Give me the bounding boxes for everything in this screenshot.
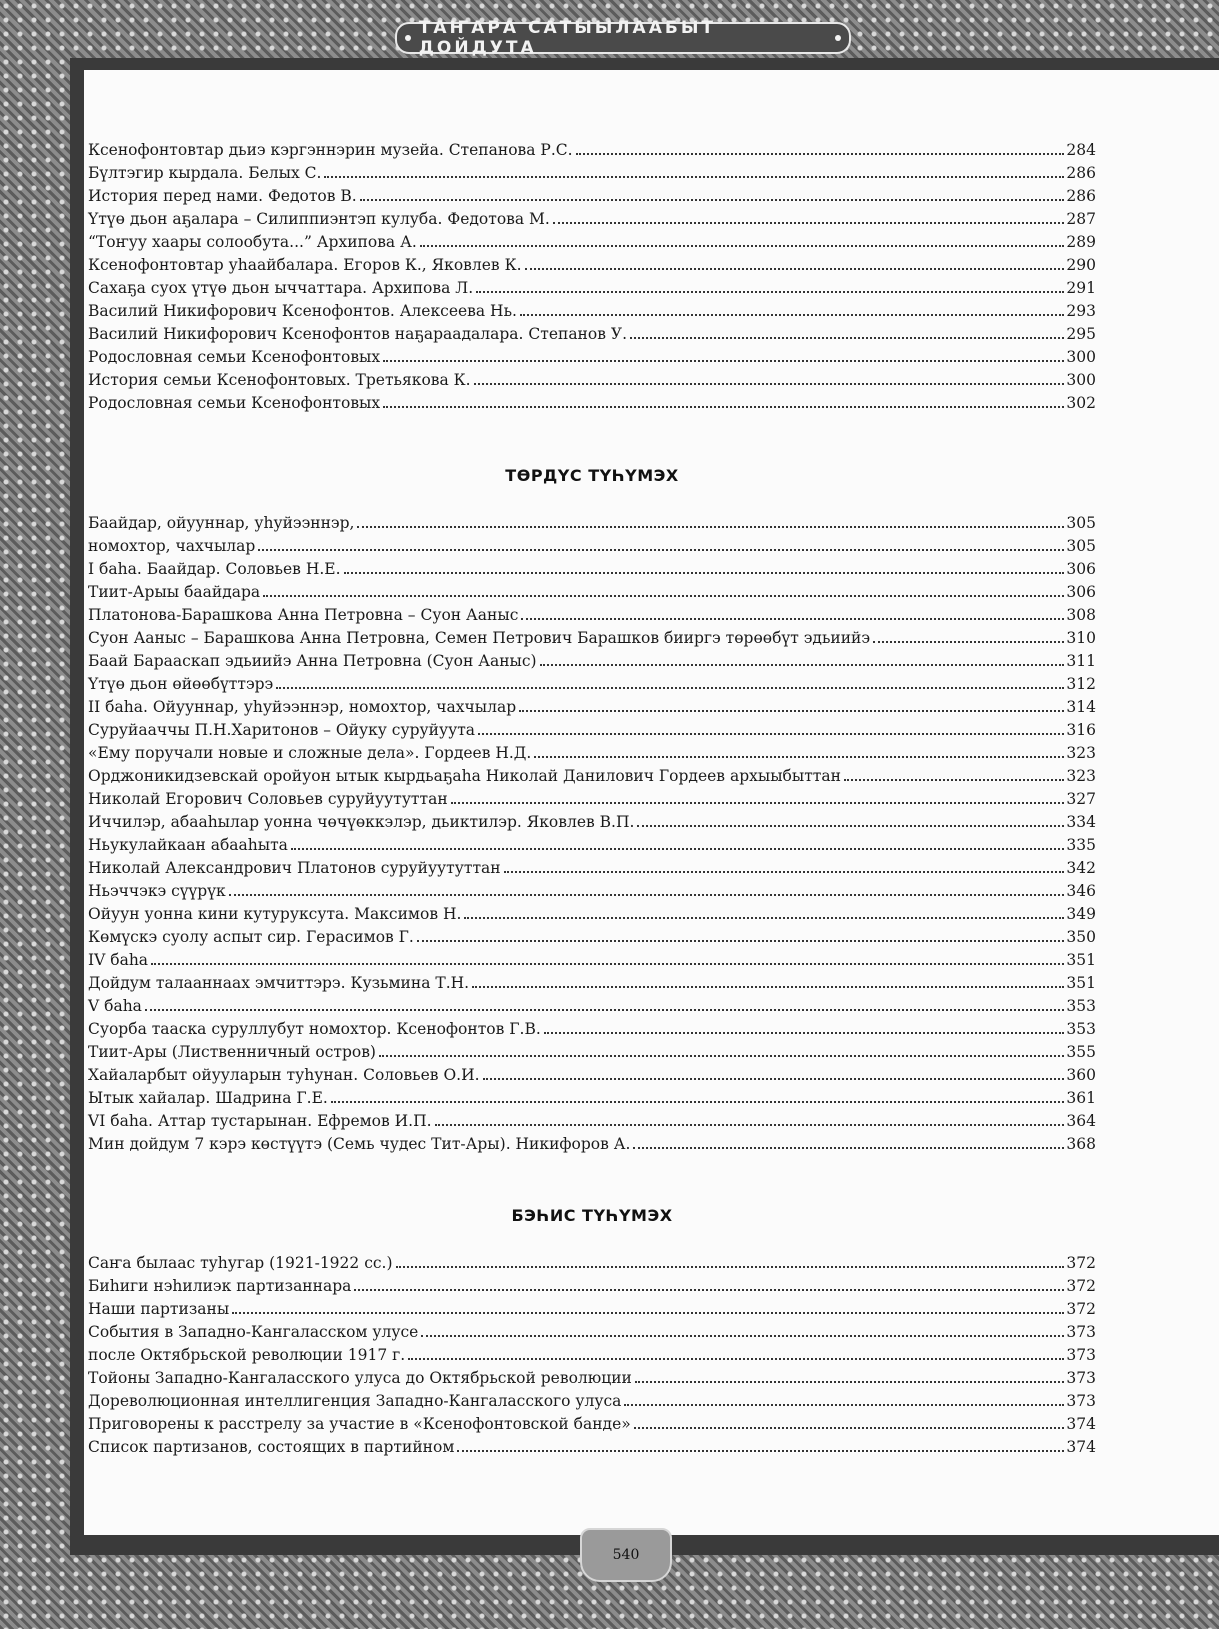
toc-entry	[88, 1413, 1096, 1436]
toc-entry-title: Ытык хайалар. Шадрина Г.Е.	[88, 1089, 328, 1107]
toc-entry-page: 300	[1066, 348, 1096, 366]
dot-leader	[396, 1266, 1065, 1268]
toc-entry-title: Баай Бараaскап эдьиийэ Анна Петровна (Суон Ааныс)	[88, 652, 537, 670]
dot-leader	[630, 337, 1064, 339]
toc-entry-title: Үтүө дьон аҕалара – Силиппиэнтэп кулуба. Федотова М.	[88, 210, 550, 228]
toc-entry	[88, 1275, 1096, 1298]
toc-entry-page: 287	[1066, 210, 1096, 228]
toc-entry-title: Николай Александрович Платонов суруйуутуттан	[88, 859, 501, 877]
toc-entry-page: 360	[1066, 1066, 1096, 1084]
toc-entry-title: Орджоникидзевскай оройуон ытык кырдьаҕаһа Николай Данилович Гордеев архыыбыттан	[88, 767, 841, 785]
toc-entry-page: 289	[1066, 233, 1096, 251]
toc-entry	[88, 972, 1096, 995]
toc-entry-title: Суон Ааныс – Барашкова Анна Петровна, Семен Петрович Барашков бииргэ төрөөбүт эдьиийэ	[88, 629, 871, 647]
dot-leader	[417, 940, 1065, 942]
toc-entry-title: Мин дойдум 7 кэрэ көстүүтэ (Семь чудес Тит-Ары). Никифоров А.	[88, 1135, 631, 1153]
toc-entry-title: VI баһа. Аттар тустарынан. Ефремов И.П.	[88, 1112, 432, 1130]
toc-entry	[88, 903, 1096, 926]
dot-leader	[151, 963, 1064, 965]
toc-entry	[88, 1110, 1096, 1133]
toc-entry-title: Василий Никифорович Ксенофонтов наҕараадалара. Степанов У.	[88, 325, 628, 343]
toc-entry-title: Иччилэр, абааһылар уонна чөчүөккэлэр, дьиктилэр. Яковлев В.П.	[88, 813, 635, 831]
toc-entry	[88, 650, 1096, 673]
dot-leader	[553, 222, 1065, 224]
toc-entry	[88, 1087, 1096, 1110]
toc-entry	[88, 995, 1096, 1018]
toc-entry-page: 349	[1066, 905, 1096, 923]
toc-entry-page: 373	[1066, 1323, 1096, 1341]
toc-entry	[88, 811, 1096, 834]
dot-leader	[383, 406, 1064, 408]
toc-entry	[88, 581, 1096, 604]
toc-entry	[88, 742, 1096, 765]
toc-entry-title: Ньэччэкэ сүүрүк	[88, 882, 226, 900]
toc-entry-title: Үтүө дьон өйөөбүттэрэ	[88, 675, 274, 693]
toc-entry-title: Наши партизаны	[88, 1300, 230, 1318]
dot-leader	[145, 1009, 1064, 1011]
dot-leader	[624, 1404, 1064, 1406]
dot-leader	[331, 1101, 1065, 1103]
toc-entry-page: 342	[1066, 859, 1096, 877]
toc-entry	[88, 162, 1096, 185]
toc-entry-title: Суорба тааска суруллубут номохтор. Ксенофонтов Г.В.	[88, 1020, 541, 1038]
toc-entry	[88, 627, 1096, 650]
toc-section-2	[88, 512, 1096, 1156]
section-heading-5: БЭҺИС ТҮҺҮМЭХ	[511, 1206, 673, 1225]
toc-entry	[88, 1367, 1096, 1390]
toc-entry	[88, 834, 1096, 857]
toc-entry	[88, 369, 1096, 392]
dot-leader	[435, 1124, 1065, 1126]
toc-entry-page: 372	[1066, 1277, 1096, 1295]
toc-entry	[88, 231, 1096, 254]
toc-entry-page: 373	[1066, 1369, 1096, 1387]
toc-entry-page: 312	[1066, 675, 1096, 693]
dot-leader	[383, 360, 1064, 362]
toc-entry-title: Көмүскэ суолу аспыт сир. Герасимов Г.	[88, 928, 414, 946]
toc-entry-page: 374	[1066, 1415, 1096, 1433]
toc-entry-title: «Ему поручали новые и сложные дела». Гордеев Н.Д.	[88, 744, 532, 762]
dot-leader	[476, 291, 1064, 293]
dot-leader	[379, 1055, 1064, 1057]
dot-leader	[525, 268, 1065, 270]
dot-leader	[232, 1312, 1064, 1314]
page-number-tab	[580, 1528, 672, 1582]
toc-entry-title: Василий Никифорович Ксенофонтов. Алексеева Нь.	[88, 302, 517, 320]
toc-entry-page: 374	[1066, 1438, 1096, 1456]
toc-entry-title: События в Западно-Кангаласском улусе	[88, 1323, 419, 1341]
toc-entry-title: Биһиги нэһилиэк партизаннара	[88, 1277, 352, 1295]
toc-entry-title: Баайдар, ойууннар, уһуйээннэр,	[88, 514, 355, 532]
dot-leader	[276, 687, 1064, 689]
dot-leader	[576, 153, 1065, 155]
toc-entry-page: 351	[1066, 951, 1096, 969]
toc-entry-title: Дореволюционная интеллигенция Западно-Кангаласского улуса	[88, 1392, 622, 1410]
toc-entry-page: 311	[1066, 652, 1096, 670]
toc-entry-title: II баһа. Ойууннар, уһуйээннэр, номохтор, чахчылар	[88, 698, 517, 716]
toc-entry-page: 316	[1066, 721, 1096, 739]
toc-entry-page: 355	[1066, 1043, 1096, 1061]
toc-entry	[88, 535, 1096, 558]
toc-entry-title: Сахаҕа суох үтүө дьон ыччаттара. Архипова Л.	[88, 279, 474, 297]
toc-entry-page: 323	[1066, 767, 1096, 785]
dot-leader	[633, 1147, 1064, 1149]
toc-entry-title: Тойоны Западно-Кангаласского улуса до Октябрьской революции	[88, 1369, 632, 1387]
dot-leader	[263, 595, 1064, 597]
toc-entry-title: Список партизанов, состоящих в партийном	[88, 1438, 455, 1456]
toc-entry-page: 373	[1066, 1392, 1096, 1410]
toc-entry-title: номохтор, чахчылар	[88, 537, 256, 555]
toc-entry	[88, 765, 1096, 788]
toc-entry-page: 284	[1066, 141, 1096, 159]
toc-entry-title: Саҥа былаас туһугар (1921-1922 сс.)	[88, 1254, 393, 1272]
toc-entry-title: Родословная семьи Ксенофонтовых	[88, 348, 381, 366]
toc-section-1	[88, 139, 1096, 415]
toc-entry-page: 306	[1066, 560, 1096, 578]
toc-entry-title: Платонова-Барашкова Анна Петровна – Суон Ааныс	[88, 606, 519, 624]
dot-leader	[483, 1078, 1065, 1080]
toc-entry-page: 300	[1066, 371, 1096, 389]
toc-entry	[88, 277, 1096, 300]
dot-leader	[357, 526, 1064, 528]
toc-entry-page: 305	[1066, 514, 1096, 532]
toc-entry-page: 373	[1066, 1346, 1096, 1364]
toc-entry	[88, 926, 1096, 949]
toc-entry-page: 353	[1066, 1020, 1096, 1038]
toc-entry-title: Дойдум талааннаах эмчиттэрэ. Кузьмина Т.Н.	[88, 974, 470, 992]
dot-leader	[519, 710, 1064, 712]
toc-entry-title: V баһа	[88, 997, 142, 1015]
toc-entry	[88, 558, 1096, 581]
toc-entry	[88, 323, 1096, 346]
toc-entry	[88, 719, 1096, 742]
toc-entry-page: 302	[1066, 394, 1096, 412]
dot-leader	[478, 733, 1064, 735]
toc-entry	[88, 392, 1096, 415]
toc-entry-page: 327	[1066, 790, 1096, 808]
toc-entry-page: 350	[1066, 928, 1096, 946]
toc-entry-title: IV баһа	[88, 951, 149, 969]
toc-entry-page: 353	[1066, 997, 1096, 1015]
toc-entry-page: 368	[1066, 1135, 1096, 1153]
dot-leader	[521, 618, 1064, 620]
dot-leader	[637, 825, 1064, 827]
toc-entry-title: Николай Егорович Соловьев суруйуутуттан	[88, 790, 448, 808]
toc-entry	[88, 1041, 1096, 1064]
toc-entry-title: Суруйааччы П.Н.Харитонов – Ойуку суруйуута	[88, 721, 476, 739]
dot-leader	[421, 1335, 1064, 1337]
toc-entry-title: История перед нами. Федотов В.	[88, 187, 357, 205]
toc-entry	[88, 1018, 1096, 1041]
toc-entry-page: 334	[1066, 813, 1096, 831]
toc-entry	[88, 300, 1096, 323]
dot-leader	[457, 1450, 1064, 1452]
dot-leader	[291, 848, 1064, 850]
page-number: 540	[612, 1547, 640, 1563]
toc-entry-title: I баһа. Баайдар. Соловьев Н.Е.	[88, 560, 341, 578]
toc-entry-page: 335	[1066, 836, 1096, 854]
toc-entry	[88, 1321, 1096, 1344]
toc-entry-page: 291	[1066, 279, 1096, 297]
section-heading-4: ТӨРДҮС ТҮҺҮМЭХ	[505, 466, 679, 485]
toc-entry	[88, 949, 1096, 972]
dot-leader	[344, 572, 1065, 574]
toc-entry-page: 351	[1066, 974, 1096, 992]
toc-entry-title: “Тоҥуу хаары солообута...” Архипова А.	[88, 233, 417, 251]
dot-leader	[472, 986, 1064, 988]
toc-entry-page: 314	[1066, 698, 1096, 716]
dot-leader	[464, 917, 1064, 919]
toc-entry-title: Хайаларбыт ойууларын туһунан. Соловьев О.И.	[88, 1066, 480, 1084]
toc-entry	[88, 1064, 1096, 1087]
dot-leader	[540, 664, 1065, 666]
toc-entry-title: Родословная семьи Ксенофонтовых	[88, 394, 381, 412]
dot-leader	[504, 871, 1065, 873]
toc-entry	[88, 1344, 1096, 1367]
toc-entry-title: Бүлтэгир кырдала. Белых С.	[88, 164, 322, 182]
toc-entry	[88, 857, 1096, 880]
dot-leader	[229, 894, 1065, 896]
toc-entry	[88, 1390, 1096, 1413]
toc-entry-title: после Октябрьской революции 1917 г.	[88, 1346, 406, 1364]
toc-section-3	[88, 1252, 1096, 1459]
dot-leader	[544, 1032, 1065, 1034]
toc-entry-page: 286	[1066, 164, 1096, 182]
toc-entry	[88, 673, 1096, 696]
toc-entry	[88, 208, 1096, 231]
toc-entry	[88, 604, 1096, 627]
toc-entry-title: История семьи Ксенофонтовых. Третьякова К.	[88, 371, 471, 389]
dot-leader	[420, 245, 1065, 247]
header-title: ТАҤАРА САТЫЫЛААБЫТ ДОЙДУТА	[418, 18, 717, 58]
toc-entry	[88, 254, 1096, 277]
dot-leader	[360, 199, 1065, 201]
toc-entry-page: 293	[1066, 302, 1096, 320]
toc-entry	[88, 788, 1096, 811]
toc-entry-title: Ксенофонтовтар дьиэ кэргэннэрин музейа. Степанова Р.С.	[88, 141, 573, 159]
dot-leader	[635, 1381, 1065, 1383]
toc-entry-page: 295	[1066, 325, 1096, 343]
toc-entry-page: 323	[1066, 744, 1096, 762]
toc-entry-page: 364	[1066, 1112, 1096, 1130]
toc-entry-title: Тиит-Арыы баайдара	[88, 583, 261, 601]
toc-entry-page: 372	[1066, 1254, 1096, 1272]
toc-entry-title: Приговорены к расстрелу за участие в «Ксенофонтовской банде»	[88, 1415, 631, 1433]
toc-entry-title: Ньукулайкаан абааһыта	[88, 836, 288, 854]
toc-entry	[88, 185, 1096, 208]
toc-entry	[88, 1133, 1096, 1156]
dot-leader	[324, 176, 1064, 178]
toc-entry	[88, 346, 1096, 369]
dot-leader	[634, 1427, 1065, 1429]
toc-entry-page: 310	[1066, 629, 1096, 647]
toc-entry	[88, 880, 1096, 903]
header-dot-right	[835, 35, 841, 41]
toc-entry-page: 308	[1066, 606, 1096, 624]
dot-leader	[451, 802, 1065, 804]
toc-entry	[88, 1252, 1096, 1275]
toc-entry	[88, 1436, 1096, 1459]
dot-leader	[354, 1289, 1064, 1291]
toc-entry	[88, 696, 1096, 719]
toc-entry-page: 306	[1066, 583, 1096, 601]
toc-entry-title: Ойуун уонна кини кутуруксута. Максимов Н.	[88, 905, 462, 923]
toc-entry-page: 361	[1066, 1089, 1096, 1107]
dot-leader	[534, 756, 1064, 758]
toc-entry	[88, 512, 1096, 535]
toc-entry-page: 372	[1066, 1300, 1096, 1318]
toc-entry	[88, 1298, 1096, 1321]
toc-entry-title: Ксенофонтовтар уһаайбалара. Егоров К., Яковлев К.	[88, 256, 522, 274]
toc-entry-page: 305	[1066, 537, 1096, 555]
dot-leader	[408, 1358, 1064, 1360]
toc-entry	[88, 139, 1096, 162]
toc-entry-page: 346	[1066, 882, 1096, 900]
header-dot-left	[405, 35, 411, 41]
running-header	[395, 18, 851, 58]
dot-leader	[520, 314, 1064, 316]
dot-leader	[844, 779, 1064, 781]
toc-entry-title: Тиит-Ары (Лиственничный остров)	[88, 1043, 376, 1061]
toc-entry-page: 290	[1066, 256, 1096, 274]
dot-leader	[474, 383, 1065, 385]
dot-leader	[258, 549, 1064, 551]
toc-entry-page: 286	[1066, 187, 1096, 205]
dot-leader	[873, 641, 1064, 643]
